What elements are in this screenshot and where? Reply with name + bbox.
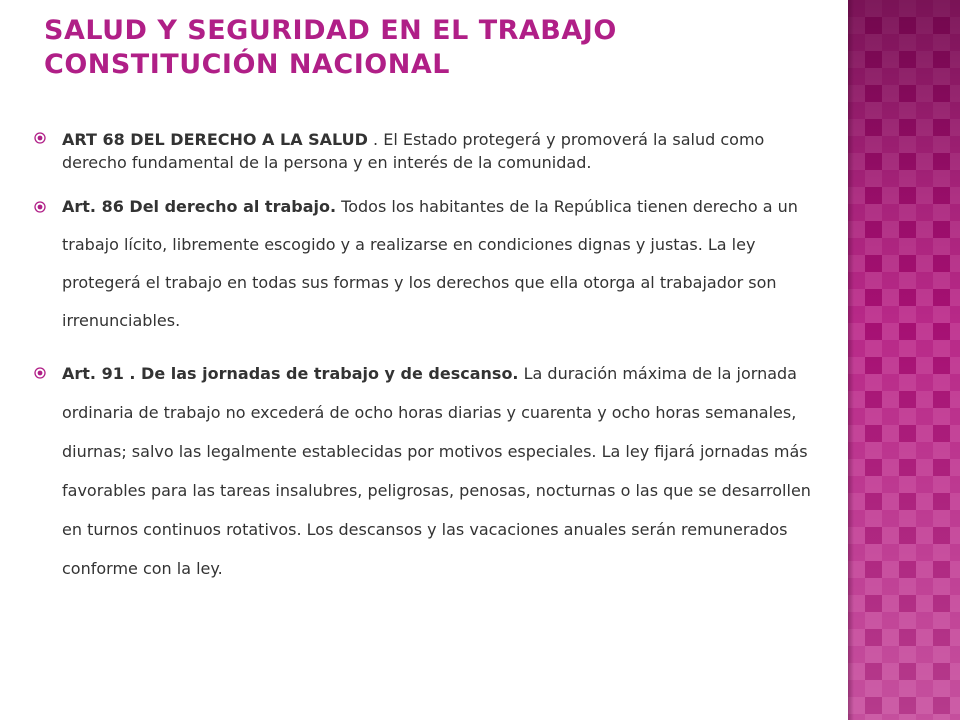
- slide-body: [34, 128, 834, 588]
- article-68-text: . El Estado protegerá y promoverá la salud como derecho fundamental de la persona y en interés de la comunidad.: [62, 130, 765, 172]
- article-86-item: [34, 188, 834, 340]
- article-68-item: [34, 128, 834, 174]
- slide-title-line-1: SALUD Y SEGURIDAD EN EL TRABAJO: [44, 15, 617, 46]
- article-86-text: Todos los habitantes de la República tienen derecho a un trabajo lícito, libremente escogido y a realizarse en condiciones dignas y justas. La ley protegerá el trabajo en todas sus formas y los derechos que ella otorga al trabajador son irrenunciables.: [62, 197, 798, 330]
- article-91-text: La duración máxima de la jornada ordinaria de trabajo no excederá de ocho horas diarias y cuarenta y ocho horas semanales, diurnas; salvo las legalmente establecidas por motivos especiales. La ley fijará jornadas más favorables para las tareas insalubres, peligrosas, penosas, nocturnas o las que se desarrollen en turnos continuos rotativos. Los descansos y las vacaciones anuales serán remunerados conforme con la ley.: [62, 364, 811, 578]
- circled-dot-bullet-icon: [34, 201, 46, 213]
- circled-dot-bullet-icon: [34, 132, 46, 144]
- article-86-heading: Art. 86 Del derecho al trabajo.: [62, 197, 337, 216]
- slide-title: [44, 14, 834, 82]
- circled-dot-bullet-icon: [34, 367, 46, 379]
- slide-title-line-2: CONSTITUCIÓN NACIONAL: [44, 49, 450, 80]
- article-91-item: [34, 354, 834, 588]
- article-68-heading: ART 68 DEL DERECHO A LA SALUD: [62, 130, 368, 149]
- decorative-side-panel: [848, 0, 960, 720]
- article-91-heading: Art. 91 . De las jornadas de trabajo y de descanso.: [62, 364, 519, 383]
